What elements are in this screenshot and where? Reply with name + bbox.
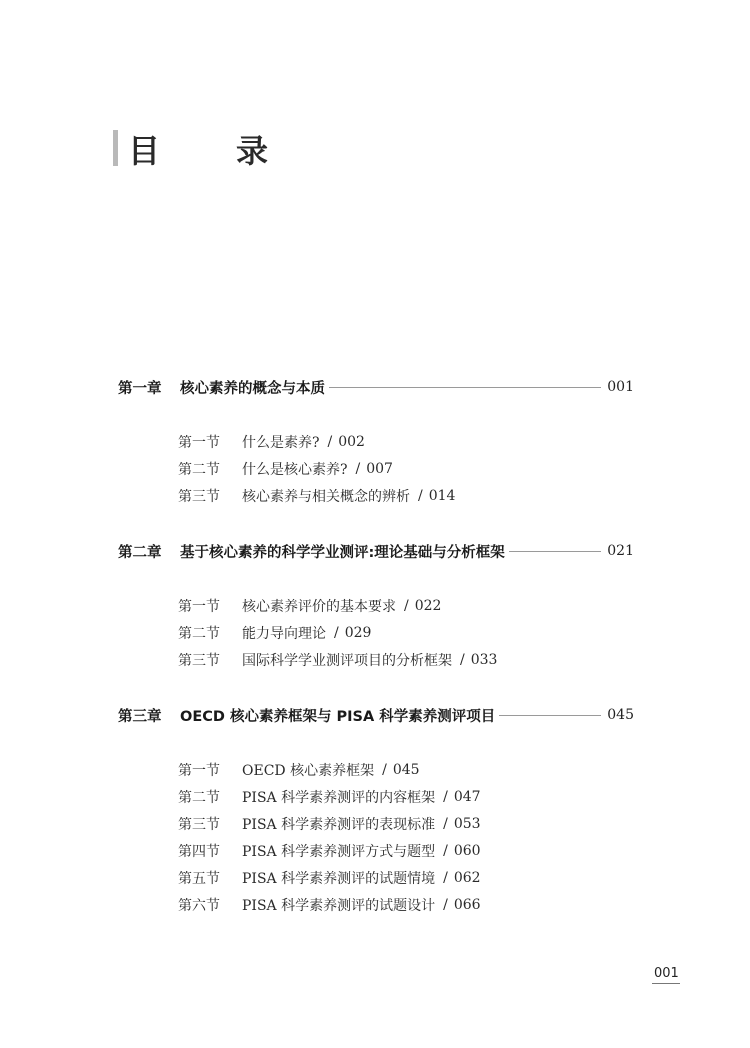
section-page: 062	[453, 870, 481, 886]
separator: /	[443, 870, 448, 886]
leader-line	[509, 551, 601, 552]
separator: /	[443, 789, 448, 805]
chapter-label: 第二章	[118, 544, 162, 561]
chapter-page: 021	[607, 543, 634, 559]
separator: /	[327, 434, 333, 450]
section-page: 002	[338, 434, 365, 450]
section-page: 033	[470, 652, 498, 668]
section-label: 第六节	[178, 898, 220, 914]
section-2-3[interactable]	[178, 649, 497, 671]
section-label: 第一节	[178, 435, 220, 451]
section-page: 045	[392, 762, 420, 778]
page-number: 001	[654, 966, 679, 981]
chapter-page: 001	[607, 379, 634, 395]
section-page: 007	[366, 461, 393, 477]
separator: /	[443, 816, 448, 832]
section-page: 014	[428, 488, 456, 504]
section-3-3[interactable]	[178, 813, 481, 835]
chapter-title: 基于核心素养的科学学业测评:理论基础与分析框架	[180, 544, 505, 561]
chapter-page: 045	[607, 707, 634, 723]
section-page: 066	[453, 897, 481, 913]
section-3-5[interactable]	[178, 867, 481, 889]
chapter-title: OECD 核心素养框架与 PISA 科学素养测评项目	[180, 708, 496, 725]
section-title: 什么是核心素养?	[242, 462, 348, 478]
separator: /	[460, 652, 465, 668]
section-3-1[interactable]	[178, 759, 420, 781]
section-label: 第三节	[178, 817, 220, 833]
section-title: PISA 科学素养测评的表现标准	[242, 817, 436, 833]
page-number-underline	[652, 983, 680, 984]
section-1-3[interactable]	[178, 485, 455, 507]
section-label: 第五节	[178, 871, 220, 887]
section-label: 第一节	[178, 599, 220, 615]
section-3-6[interactable]	[178, 894, 481, 916]
title-accent-bar	[113, 130, 118, 166]
section-label: 第二节	[178, 626, 220, 642]
section-page: 022	[414, 598, 442, 614]
section-page: 047	[453, 789, 481, 805]
section-title: 能力导向理论	[242, 626, 326, 642]
chapter-label: 第三章	[118, 708, 162, 725]
section-1-1[interactable]	[178, 431, 365, 453]
section-2-2[interactable]	[178, 622, 371, 644]
chapter-title: 核心素养的概念与本质	[180, 380, 325, 397]
separator: /	[334, 625, 339, 641]
section-title: PISA 科学素养测评的内容框架	[242, 790, 436, 806]
section-title: PISA 科学素养测评的试题设计	[242, 898, 436, 914]
section-label: 第三节	[178, 489, 220, 505]
separator: /	[382, 762, 387, 778]
section-2-1[interactable]	[178, 595, 441, 617]
leader-line	[499, 715, 601, 716]
chapter-label: 第一章	[118, 380, 162, 397]
section-title: PISA 科学素养测评方式与题型	[242, 844, 436, 860]
section-title: PISA 科学素养测评的试题情境	[242, 871, 436, 887]
separator: /	[443, 843, 448, 859]
section-title: 国际科学学业测评项目的分析框架	[242, 653, 452, 669]
separator: /	[404, 598, 409, 614]
separator: /	[418, 488, 423, 504]
separator: /	[355, 461, 361, 477]
section-label: 第四节	[178, 844, 220, 860]
section-3-4[interactable]	[178, 840, 481, 862]
section-label: 第二节	[178, 462, 220, 478]
section-label: 第三节	[178, 653, 220, 669]
leader-line	[329, 387, 601, 388]
section-label: 第一节	[178, 763, 220, 779]
section-3-2[interactable]	[178, 786, 481, 808]
section-page: 029	[344, 625, 372, 641]
chapter-3[interactable]	[118, 703, 634, 727]
section-1-2[interactable]	[178, 458, 393, 480]
section-title: 核心素养评价的基本要求	[242, 599, 396, 615]
section-label: 第二节	[178, 790, 220, 806]
page-title: 目 录	[128, 132, 291, 170]
chapter-2[interactable]	[118, 539, 634, 563]
section-title: 什么是素养?	[242, 435, 320, 451]
chapter-1[interactable]	[118, 375, 634, 399]
section-page: 060	[453, 843, 481, 859]
separator: /	[443, 897, 448, 913]
section-title: OECD 核心素养框架	[242, 763, 375, 779]
section-page: 053	[453, 816, 481, 832]
section-title: 核心素养与相关概念的辨析	[242, 489, 410, 505]
